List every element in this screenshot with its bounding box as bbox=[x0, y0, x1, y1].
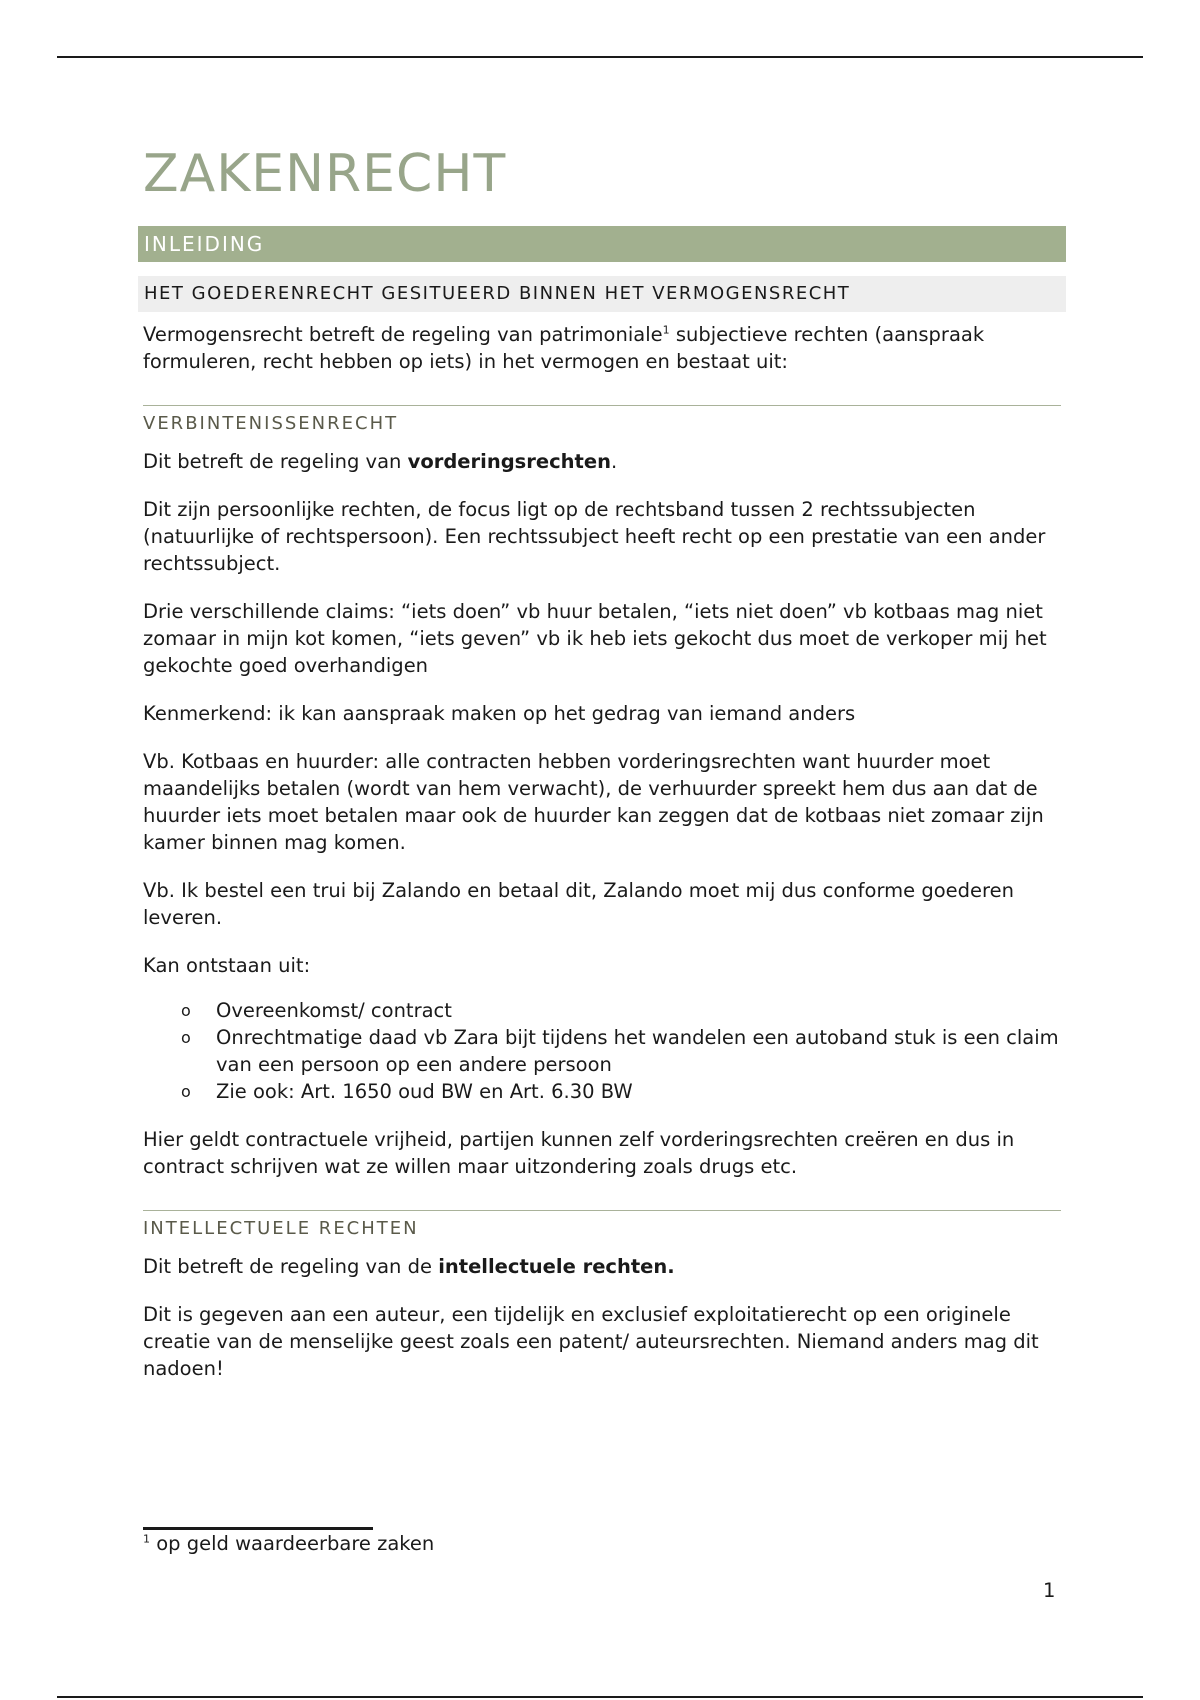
page-number: 1 bbox=[1043, 1579, 1056, 1602]
paragraph: Dit betreft de regeling van vorderingsrechten. bbox=[143, 450, 618, 473]
paragraph: Hier geldt contractuele vrijheid, partijen kunnen zelf vorderingsrechten creëren en dus in contract schrijven wat ze willen maar uitzondering zoals drugs etc. bbox=[143, 1128, 1015, 1178]
paragraph: Dit is gegeven aan een auteur, een tijdelijk en exclusief exploitatierecht op een originele creatie van de menselijke geest zoals een patent/ auteursrechten. Niemand anders mag dit nadoen! bbox=[143, 1303, 1039, 1380]
heading-verbintenissenrecht: VERBINTENISSENRECHT bbox=[143, 405, 1061, 438]
list-item: o Overeenkomst/ contract bbox=[181, 999, 452, 1022]
list-item: o Zie ook: Art. 1650 oud BW en Art. 6.30 BW bbox=[181, 1080, 633, 1103]
paragraph: Dit zijn persoonlijke rechten, de focus ligt op de rechtsband tussen 2 rechtssubjecten (natuurlijke of rechtspersoon). Een rechtssubject heeft recht op een prestatie van een ander rechtssubject. bbox=[143, 498, 1046, 575]
paragraph: Kenmerkend: ik kan aanspraak maken op het gedrag van iemand anders bbox=[143, 702, 856, 725]
list-item: o Onrechtmatige daad vb Zara bijt tijdens het wandelen een autoband stuk is een claim van een persoon op een andere persoon bbox=[181, 1026, 1059, 1076]
bullet-list bbox=[143, 997, 1061, 1105]
paragraph: Vb. Ik bestel een trui bij Zalando en betaal dit, Zalando moet mij dus conforme goederen leveren. bbox=[143, 879, 1014, 929]
bullet-marker: o bbox=[181, 1082, 191, 1101]
intro-paragraph: Vermogensrecht betreft de regeling van patrimoniale$^1$ subjectieve rechten (aanspraak formuleren, recht hebben op iets) in het vermogen en bestaat uit: bbox=[143, 323, 985, 373]
paragraph: Vb. Kotbaas en huurder: alle contracten hebben vorderingsrechten want huurder moet maandelijks betalen (wordt van hem verwacht), de verhuurder spreekt hem dus aan dat de huurder iets moet betalen maar ook de huurder kan zeggen dat de kotbaas niet zomaar zijn kamer binnen mag komen. bbox=[143, 750, 1044, 854]
bullet-marker: o bbox=[181, 1028, 191, 1047]
footnote-mark: 1 bbox=[143, 1532, 150, 1546]
heading-inleiding: INLEIDING bbox=[138, 226, 1066, 262]
document-page bbox=[143, 140, 1061, 1382]
footnote: $^1$ op geld waardeerbare zaken bbox=[143, 1532, 435, 1555]
paragraph: Drie verschillende claims: “iets doen” vb huur betalen, “iets niet doen” vb kotbaas mag niet zomaar in mijn kot komen, “iets geven” vb ik heb iets gekocht dus moet de verkoper mij het gekochte goed overhandigen bbox=[143, 600, 1047, 677]
paragraph: Kan ontstaan uit: bbox=[143, 954, 311, 977]
heading-intellectuele-rechten: INTELLECTUELE RECHTEN bbox=[143, 1210, 1061, 1243]
page-top-rule bbox=[57, 56, 1143, 58]
page-bottom-rule bbox=[57, 1696, 1143, 1698]
heading-goederenrecht: HET GOEDERENRECHT GESITUEERD BINNEN HET VERMOGENSRECHT bbox=[138, 276, 1066, 312]
footnote-reference[interactable]: 1 bbox=[662, 323, 670, 337]
paragraph: Dit betreft de regeling van de intellectuele rechten. bbox=[143, 1255, 675, 1278]
bullet-marker: o bbox=[181, 1001, 191, 1020]
document-title: ZAKENRECHT bbox=[143, 144, 507, 204]
